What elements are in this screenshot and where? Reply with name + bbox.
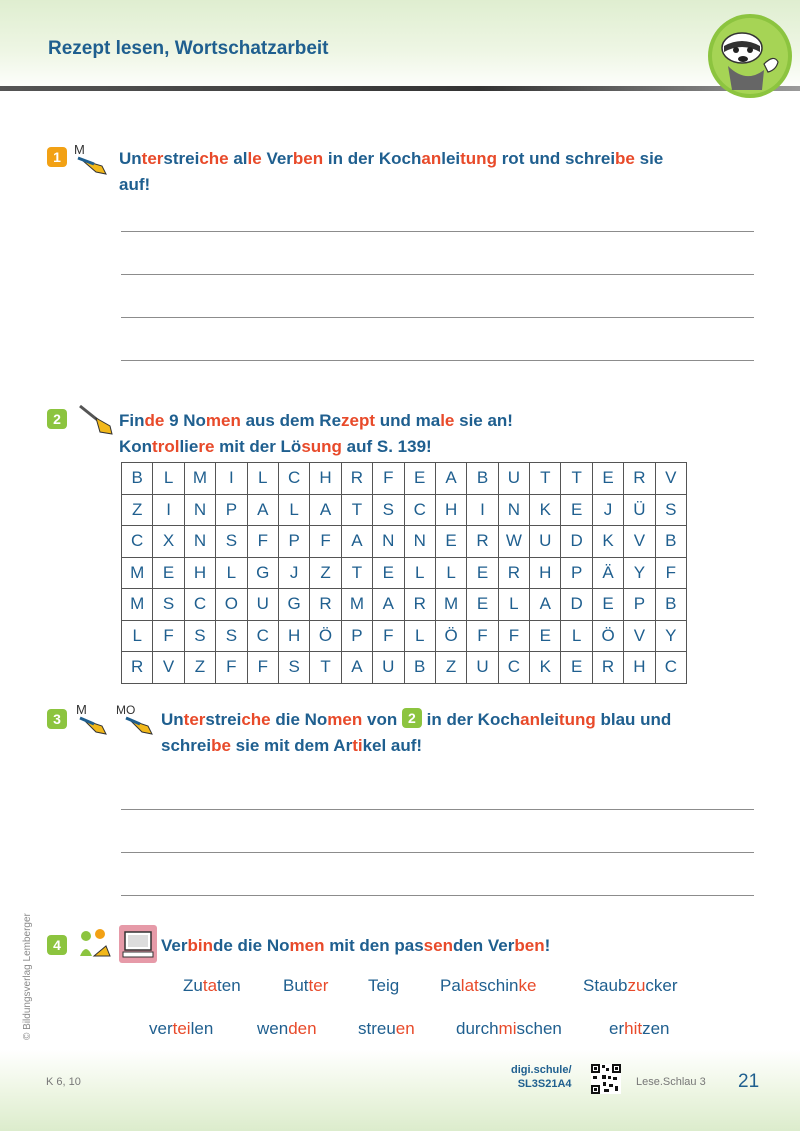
task-1-number: 1: [47, 147, 67, 167]
grid-cell[interactable]: H: [310, 463, 341, 495]
grid-cell[interactable]: N: [498, 494, 529, 526]
writing-line[interactable]: [121, 809, 754, 810]
grid-cell[interactable]: S: [373, 494, 404, 526]
footer-reference: K 6, 10: [46, 1076, 81, 1088]
task-3-line-1: Unterstreiche die Nomen von 2 in der Kochanleitung blau und: [161, 710, 672, 729]
grid-cell[interactable]: T: [310, 652, 341, 684]
grid-cell[interactable]: M: [435, 589, 466, 621]
grid-cell[interactable]: H: [530, 557, 561, 589]
grid-cell[interactable]: O: [216, 589, 247, 621]
write-mo-icon: [116, 700, 158, 736]
task-1-line-1: Unterstreiche alle Verben in der Kochanleitung rot und schreibe sie: [119, 149, 664, 168]
grid-row: [122, 463, 687, 495]
grid-row: [122, 589, 687, 621]
verb-word[interactable]: verteilen: [149, 1019, 214, 1038]
grid-cell[interactable]: C: [122, 526, 153, 558]
task-1-instruction: [119, 146, 759, 198]
grid-cell[interactable]: B: [404, 652, 435, 684]
verb-word[interactable]: wenden: [257, 1019, 317, 1038]
grid-cell[interactable]: F: [467, 620, 498, 652]
task-4-instruction: [161, 933, 761, 959]
grid-cell[interactable]: V: [153, 652, 184, 684]
grid-cell[interactable]: R: [122, 652, 153, 684]
grid-cell[interactable]: U: [373, 652, 404, 684]
grid-cell[interactable]: E: [153, 557, 184, 589]
grid-cell[interactable]: Ü: [624, 494, 655, 526]
grid-cell[interactable]: R: [404, 589, 435, 621]
grid-cell[interactable]: Z: [310, 557, 341, 589]
inline-task-number: 2: [402, 708, 422, 728]
page-title: Rezept lesen, Wortschatzarbeit: [48, 38, 329, 59]
grid-cell[interactable]: F: [498, 620, 529, 652]
task-4-line-1: Verbinde die Nomen mit den passenden Verben!: [161, 936, 551, 955]
grid-cell[interactable]: K: [530, 494, 561, 526]
grid-cell[interactable]: D: [561, 589, 592, 621]
grid-cell[interactable]: Z: [122, 494, 153, 526]
grid-cell[interactable]: E: [592, 589, 623, 621]
digi-code: SL3S21A4: [517, 1078, 572, 1090]
grid-cell[interactable]: R: [341, 463, 372, 495]
grid-cell[interactable]: I: [467, 494, 498, 526]
task-2-line-1: Finde 9 Nomen aus dem Rezept und male sie an!: [119, 411, 513, 430]
grid-cell[interactable]: G: [278, 589, 309, 621]
grid-cell[interactable]: C: [655, 652, 686, 684]
grid-cell[interactable]: L: [216, 557, 247, 589]
grid-cell[interactable]: C: [498, 652, 529, 684]
grid-cell[interactable]: F: [373, 620, 404, 652]
grid-cell[interactable]: I: [153, 494, 184, 526]
grid-cell[interactable]: D: [561, 526, 592, 558]
svg-text:M: M: [76, 702, 87, 717]
grid-cell[interactable]: L: [153, 463, 184, 495]
grid-cell[interactable]: Z: [184, 652, 215, 684]
grid-cell[interactable]: K: [530, 652, 561, 684]
grid-cell[interactable]: B: [122, 463, 153, 495]
writing-line[interactable]: [121, 274, 754, 275]
grid-cell[interactable]: J: [278, 557, 309, 589]
writing-line[interactable]: [121, 852, 754, 853]
noun-word[interactable]: Staubzucker: [583, 976, 678, 995]
grid-cell[interactable]: E: [435, 526, 466, 558]
grid-row: [122, 652, 687, 684]
task-3-line-2: schreibe sie mit dem Artikel auf!: [161, 736, 423, 755]
grid-cell[interactable]: A: [310, 494, 341, 526]
grid-cell[interactable]: Ä: [592, 557, 623, 589]
grid-cell[interactable]: Ö: [435, 620, 466, 652]
write-m-icon: [72, 140, 116, 176]
grid-cell[interactable]: U: [530, 526, 561, 558]
grid-cell[interactable]: E: [561, 652, 592, 684]
grid-cell[interactable]: T: [561, 463, 592, 495]
pair-work-icon: [74, 926, 114, 962]
grid-cell[interactable]: F: [247, 652, 278, 684]
grid-cell[interactable]: L: [122, 620, 153, 652]
grid-cell[interactable]: E: [404, 463, 435, 495]
grid-cell[interactable]: N: [404, 526, 435, 558]
grid-cell[interactable]: Z: [435, 652, 466, 684]
writing-line[interactable]: [121, 360, 754, 361]
header-divider: [0, 86, 800, 91]
grid-cell[interactable]: U: [247, 589, 278, 621]
task-2-instruction: [119, 408, 759, 460]
footer-band: [0, 1050, 800, 1131]
grid-cell[interactable]: B: [467, 463, 498, 495]
grid-cell[interactable]: N: [184, 526, 215, 558]
grid-cell[interactable]: A: [530, 589, 561, 621]
verb-word[interactable]: erhitzen: [609, 1019, 670, 1038]
grid-cell[interactable]: M: [184, 463, 215, 495]
verb-word[interactable]: durchmischen: [456, 1019, 562, 1038]
computer-icon: [118, 924, 158, 964]
grid-cell[interactable]: R: [498, 557, 529, 589]
task-2-line-2: Kontrolliere mit der Lösung auf S. 139!: [119, 437, 432, 456]
qr-code-icon[interactable]: [591, 1064, 621, 1094]
grid-cell[interactable]: P: [624, 589, 655, 621]
grid-cell[interactable]: X: [153, 526, 184, 558]
digi-schule-link[interactable]: [511, 1063, 572, 1091]
grid-cell[interactable]: B: [655, 589, 686, 621]
grid-cell[interactable]: C: [278, 463, 309, 495]
grid-cell[interactable]: V: [624, 620, 655, 652]
noun-word[interactable]: Zutaten: [183, 976, 241, 995]
svg-text:M: M: [74, 142, 85, 157]
task-3-instruction: [161, 707, 761, 759]
grid-cell[interactable]: R: [467, 526, 498, 558]
grid-cell[interactable]: F: [153, 620, 184, 652]
grid-cell[interactable]: L: [498, 589, 529, 621]
grid-cell[interactable]: H: [184, 557, 215, 589]
grid-cell[interactable]: E: [592, 463, 623, 495]
grid-cell[interactable]: T: [341, 494, 372, 526]
grid-cell[interactable]: M: [341, 589, 372, 621]
writing-line[interactable]: [121, 231, 754, 232]
grid-cell[interactable]: E: [530, 620, 561, 652]
grid-cell[interactable]: B: [655, 526, 686, 558]
grid-cell[interactable]: S: [278, 652, 309, 684]
grid-cell[interactable]: G: [247, 557, 278, 589]
verb-word[interactable]: streuen: [358, 1019, 415, 1038]
grid-cell[interactable]: E: [467, 557, 498, 589]
noun-word[interactable]: Butter: [283, 976, 329, 995]
grid-cell[interactable]: V: [655, 463, 686, 495]
grid-cell[interactable]: F: [655, 557, 686, 589]
grid-cell[interactable]: L: [561, 620, 592, 652]
grid-cell[interactable]: S: [153, 589, 184, 621]
copyright-notice: © Bildungsverlag Lemberger: [22, 913, 33, 1040]
grid-cell[interactable]: L: [435, 557, 466, 589]
grid-cell[interactable]: N: [373, 526, 404, 558]
grid-cell[interactable]: Y: [655, 620, 686, 652]
grid-cell[interactable]: R: [624, 463, 655, 495]
task-4-number: 4: [47, 935, 67, 955]
grid-cell[interactable]: S: [184, 620, 215, 652]
grid-cell[interactable]: L: [247, 463, 278, 495]
grid-cell[interactable]: F: [247, 526, 278, 558]
grid-cell[interactable]: F: [216, 652, 247, 684]
digi-url: digi.schule/: [511, 1064, 572, 1076]
task-2-number: 2: [47, 409, 67, 429]
page-number: 21: [738, 1071, 760, 1092]
grid-cell[interactable]: L: [404, 557, 435, 589]
grid-cell[interactable]: K: [592, 526, 623, 558]
grid-cell[interactable]: A: [373, 589, 404, 621]
grid-cell[interactable]: S: [216, 620, 247, 652]
grid-cell[interactable]: Ö: [592, 620, 623, 652]
grid-cell[interactable]: L: [278, 494, 309, 526]
grid-cell[interactable]: E: [373, 557, 404, 589]
grid-cell[interactable]: L: [404, 620, 435, 652]
book-title: Lese.Schlau 3: [636, 1076, 706, 1088]
grid-cell[interactable]: P: [216, 494, 247, 526]
grid-cell[interactable]: A: [435, 463, 466, 495]
grid-cell[interactable]: C: [404, 494, 435, 526]
grid-cell[interactable]: J: [592, 494, 623, 526]
grid-row: [122, 557, 687, 589]
grid-cell[interactable]: H: [435, 494, 466, 526]
grid-row: [122, 526, 687, 558]
grid-cell[interactable]: U: [467, 652, 498, 684]
noun-word[interactable]: Palatschinke: [440, 976, 537, 995]
grid-row: [122, 494, 687, 526]
grid-cell[interactable]: M: [122, 557, 153, 589]
grid-cell[interactable]: F: [310, 526, 341, 558]
grid-cell[interactable]: T: [530, 463, 561, 495]
grid-cell[interactable]: N: [184, 494, 215, 526]
grid-cell[interactable]: F: [373, 463, 404, 495]
grid-cell[interactable]: P: [561, 557, 592, 589]
grid-cell[interactable]: A: [247, 494, 278, 526]
grid-cell[interactable]: H: [278, 620, 309, 652]
write-m-icon: [74, 700, 114, 736]
task-3-number: 3: [47, 709, 67, 729]
grid-cell[interactable]: W: [498, 526, 529, 558]
svg-text:MO: MO: [116, 703, 136, 717]
badger-mascot-icon: [706, 12, 794, 100]
grid-cell[interactable]: S: [216, 526, 247, 558]
noun-word[interactable]: Teig: [368, 976, 400, 995]
writing-line[interactable]: [121, 317, 754, 318]
grid-cell[interactable]: C: [184, 589, 215, 621]
grid-cell[interactable]: E: [467, 589, 498, 621]
grid-cell[interactable]: T: [341, 557, 372, 589]
grid-cell[interactable]: Y: [624, 557, 655, 589]
grid-cell[interactable]: A: [341, 526, 372, 558]
word-search-grid: [121, 462, 687, 684]
grid-cell[interactable]: S: [655, 494, 686, 526]
grid-cell[interactable]: H: [624, 652, 655, 684]
grid-cell[interactable]: I: [216, 463, 247, 495]
grid-cell[interactable]: Ö: [310, 620, 341, 652]
grid-cell[interactable]: P: [278, 526, 309, 558]
writing-line[interactable]: [121, 895, 754, 896]
grid-cell[interactable]: R: [310, 589, 341, 621]
grid-cell[interactable]: M: [122, 589, 153, 621]
grid-cell[interactable]: A: [341, 652, 372, 684]
grid-row: [122, 620, 687, 652]
task-1-line-2: auf!: [119, 175, 151, 194]
grid-cell[interactable]: U: [498, 463, 529, 495]
grid-cell[interactable]: C: [247, 620, 278, 652]
grid-cell[interactable]: E: [561, 494, 592, 526]
paint-brush-icon: [76, 402, 116, 436]
grid-cell[interactable]: V: [624, 526, 655, 558]
grid-cell[interactable]: P: [341, 620, 372, 652]
grid-cell[interactable]: R: [592, 652, 623, 684]
